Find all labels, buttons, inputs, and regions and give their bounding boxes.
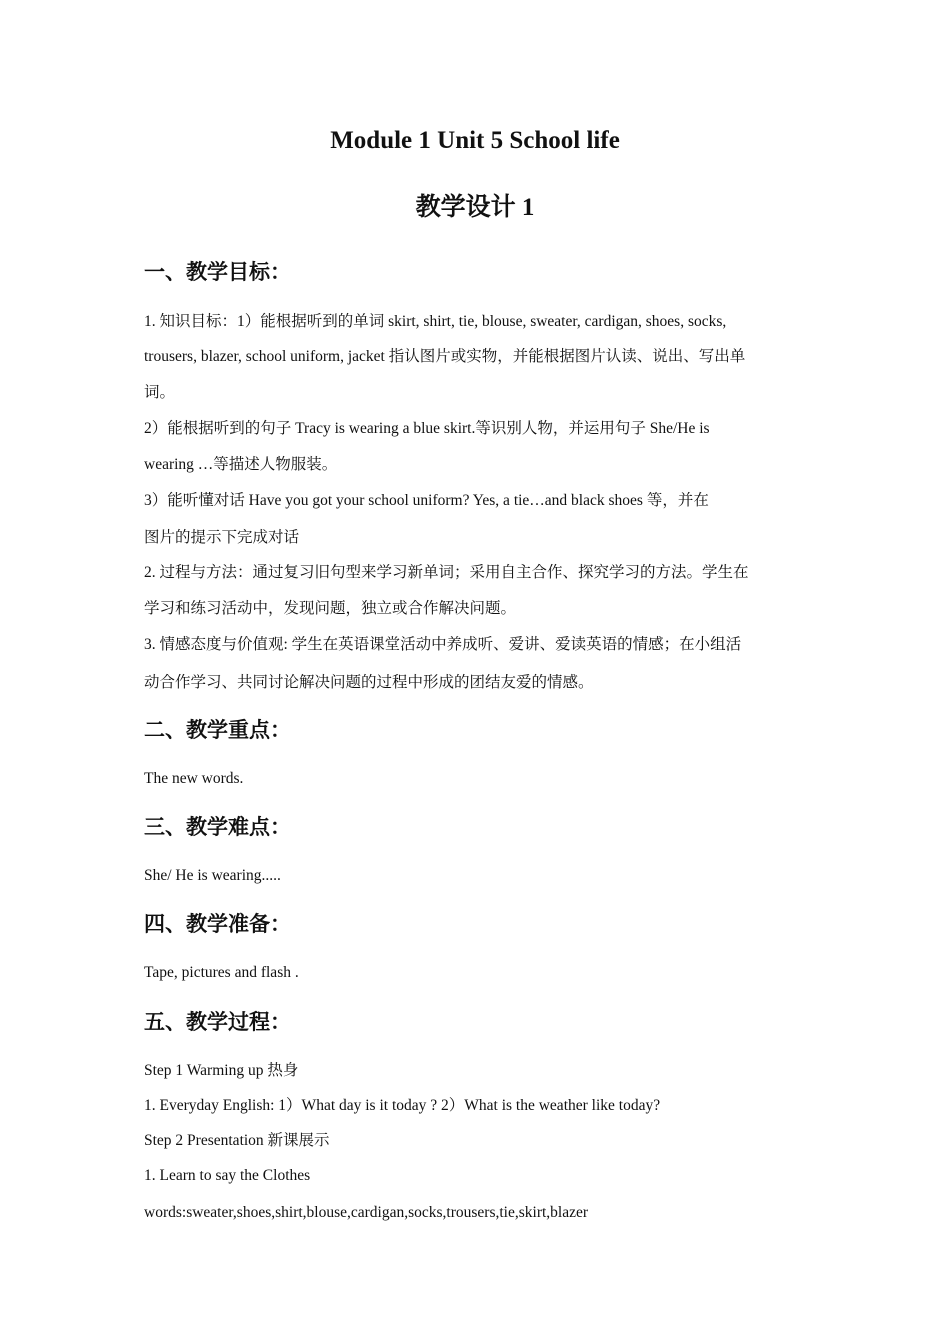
goals-line: 图片的提示下完成对话 [144, 529, 300, 546]
difficulties-text: She/ He is wearing..... [144, 867, 281, 884]
process-line: Step 2 Presentation 新课展示 [144, 1132, 330, 1149]
section-heading-process: 五、教学过程： [144, 1010, 291, 1034]
process-line: Step 1 Warming up 热身 [144, 1062, 299, 1079]
goals-line: 词。 [144, 384, 176, 401]
document-title: Module 1 Unit 5 School life [330, 127, 620, 154]
process-line: 1. Learn to say the Clothes [144, 1167, 311, 1184]
process-line: words:sweater,shoes,shirt,blouse,cardigan,socks,trousers,tie,skirt,blazer [144, 1204, 589, 1221]
section-heading-preparation: 四、教学准备： [144, 912, 291, 936]
goals-line: 学习和练习活动中，发现问题，独立或合作解决问题。 [144, 600, 517, 617]
goals-line: wearing …等描述人物服装。 [144, 456, 338, 473]
section-heading-difficulties: 三、教学难点： [144, 815, 291, 839]
goals-line: 3. 情感态度与价值观: 学生在英语课堂活动中养成听、爱讲、爱读英语的情感；在小组活 [144, 636, 742, 653]
goals-line: trousers, blazer, school uniform, jacket 指认图片或实物，并能根据图片认读、说出、写出单 [144, 348, 746, 365]
preparation-text: Tape, pictures and flash . [144, 964, 299, 981]
section-heading-key-points: 二、教学重点： [144, 718, 291, 742]
document-subtitle: 教学设计 1 [415, 194, 535, 221]
goals-line: 动合作学习、共同讨论解决问题的过程中形成的团结友爱的情感。 [144, 674, 594, 691]
goals-line: 2）能根据听到的句子 Tracy is wearing a blue skirt.等识别人物，并运用句子 She/He is [144, 420, 710, 437]
goals-line: 1. 知识目标：1）能根据听到的单词 skirt, shirt, tie, blouse, sweater, cardigan, shoes, socks, [144, 313, 727, 330]
goals-line: 2. 过程与方法：通过复习旧句型来学习新单词；采用自主合作、探究学习的方法。学生在 [144, 564, 749, 581]
section-heading-goals: 一、教学目标： [144, 260, 291, 284]
key-points-text: The new words. [144, 770, 244, 787]
goals-line: 3）能听懂对话 Have you got your school uniform? Yes, a tie…and black shoes 等，并在 [144, 492, 709, 509]
process-line: 1. Everyday English: 1）What day is it today ? 2）What is the weather like today? [144, 1097, 661, 1114]
